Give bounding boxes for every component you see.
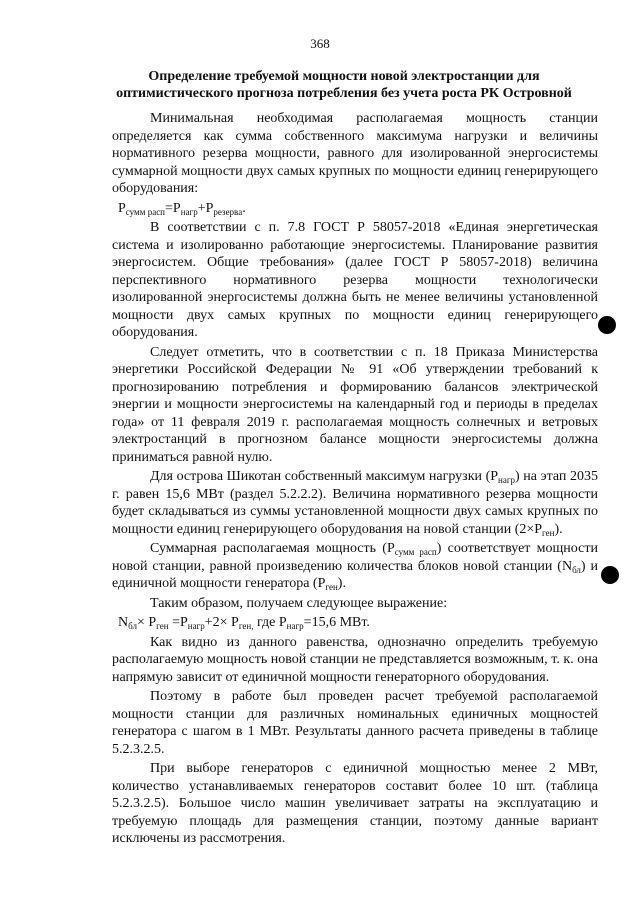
formula-symbol: =P: [165, 200, 181, 216]
page-number: 368: [310, 36, 330, 51]
formula-symbol: +2× P: [204, 615, 239, 630]
text-run: Суммарная располагаемая мощность (P: [150, 541, 395, 556]
paragraph-7: Как видно из данного равенства, однозначно определить требуемую располагаемую мощность новой станции не представляется возможным, т. к. она напрямую зависит от единичной мощности генераторного оборудования.: [112, 634, 598, 685]
title-line-1: Определение требуемой мощности новой электростанции для: [148, 69, 540, 84]
paragraph-1: Минимальная необходимая располагаемая мощность станции определяется как сумма собственного максимума нагрузки и величины нормативного резерва мощности, равного для изолированной энергосистемы суммарной мощности двух самых крупных по мощности единиц генерирующего оборудования:: [112, 111, 598, 196]
formula-subscript: ген,: [238, 621, 254, 631]
paragraph-9: При выборе генераторов с единичной мощностью менее 2 МВт, количество устанавливаемых генераторов составит более 10 шт. (таблица 5.2.3.2.5). Большое число машин увеличивает затраты на эксплуатацию и требуемую площадь для размещения станции, поэтому данные вариант исключены из рассмотрения.: [112, 761, 598, 846]
formula-symbol: × P: [136, 615, 157, 630]
formula-block-count: [112, 614, 598, 632]
formula-subscript: резерва: [213, 206, 243, 217]
paragraph-6: Таким образом, получаем следующее выражение:: [150, 595, 448, 611]
binder-hole-mark: [598, 316, 616, 334]
paragraph-2: В соответствии с п. 7.8 ГОСТ Р 58057-2018 «Единая энергетическая система и изолированно работающие энергосистемы. Планирование развития энергосистем. Общие требования» (далее ГОСТ Р 58057-2018) величина перспективного нормативного резерва мощности технологически изолированной энергосистемы должна быть не менее величины установленной мощности двух самых крупных по мощности единиц генерирующего оборудования.: [112, 220, 598, 340]
paragraph-5: [112, 540, 598, 593]
text-subscript: нагр: [498, 475, 516, 485]
formula-subscript: нагр: [286, 621, 304, 631]
text-run: Для острова Шикотан собственный максимум нагрузки (P: [150, 469, 499, 484]
formula-subscript: бл: [128, 621, 137, 631]
text-subscript: ген: [325, 582, 338, 592]
paragraph-3: Следует отметить, что в соответствии с п. 18 Приказа Министерства энергетики Российской Федерации № 91 «Об утверждении требований к прогнозированию потребления и формированию балансов электрической энергии и мощности энергосистемы на календарный год и периоды в пределах года» от 11 февраля 2019 г. располагаемая мощность солнечных и ветровых электростанций в прогнозном балансе мощности энергосистемы должна приниматься равной нулю.: [112, 344, 598, 465]
text-run: ) на этап 2035 г. равен 15,6 МВт (раздел 5.2.2.2). Величина нормативного резерва мощности будет складываться из суммы установленной мощности двух самых крупных по мощности единиц генерирующего оборудования на новой станции (2×P: [112, 469, 599, 537]
text-run: ).: [554, 521, 563, 537]
formula-symbol: =15,6 МВт.: [303, 615, 370, 630]
paragraph-4: [112, 468, 598, 538]
formula-symbol: где P: [253, 615, 287, 630]
text-run: ) и единичной мощности генератора (P: [112, 558, 598, 591]
formula-symbol: +P: [197, 200, 214, 216]
document-body: [112, 110, 598, 848]
formula-symbol: .: [242, 200, 246, 216]
formula-symbol: =P: [168, 615, 188, 630]
text-subscript: бл: [572, 564, 581, 575]
title-line-2: оптимистического прогноза потребления без учета роста РК Островной: [116, 86, 572, 101]
formula-subscript: нагр: [180, 206, 198, 217]
formula-symbol: P: [118, 200, 126, 216]
binder-hole-mark: [601, 566, 619, 584]
text-run: ).: [337, 576, 346, 591]
text-subscript: ген: [542, 527, 555, 538]
formula-subscript: нагр: [187, 621, 205, 631]
section-title: [112, 68, 576, 102]
formula-subscript: сумм расп: [125, 206, 166, 217]
formula-subscript: ген: [156, 621, 169, 631]
paragraph-8: Поэтому в работе был проведен расчет требуемой располагаемой мощности станции для различных номинальных единичных мощностей генератора с шагом в 1 МВт. Результаты данного расчета приведены в таблице 5.2.3.2.5.: [112, 689, 598, 757]
formula-symbol: N: [118, 615, 129, 630]
text-run: ) соответствует мощности новой станции, равной произведению количества блоков новой станции (N: [112, 541, 598, 574]
formula-capacity-sum: [112, 200, 598, 218]
text-subscript: сумм расп: [394, 547, 437, 557]
